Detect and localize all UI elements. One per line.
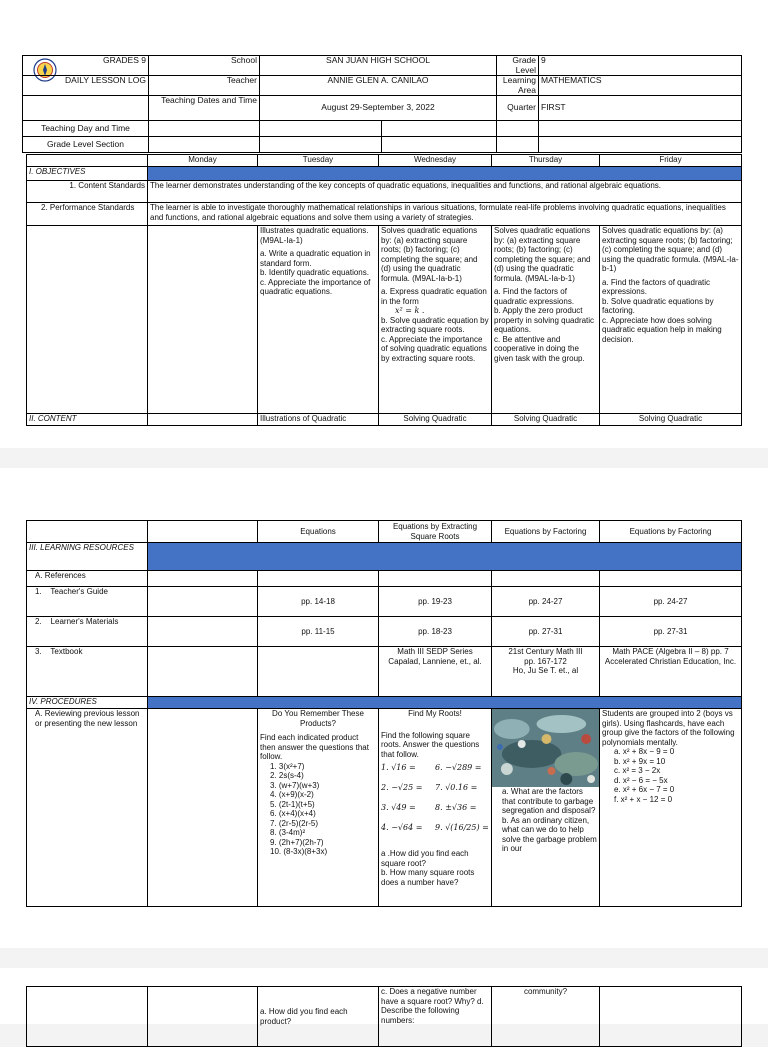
- objective-item: a. Find the factors of quadratic expressions.: [494, 287, 575, 306]
- list-item: a. x² + 8x − 9 = 0: [614, 747, 675, 756]
- root-expr: −√64 =: [391, 823, 423, 832]
- textbook-row-label: [27, 647, 148, 697]
- lm-pages-friday: pp. 27-31: [600, 617, 742, 647]
- wednesday-review-instructions: Find the following square roots. Answer the questions that follow.: [381, 730, 480, 759]
- objective-item: b. Apply the zero product property in solving quadratic equations.: [494, 306, 595, 334]
- root-num: 8.: [435, 803, 443, 812]
- friday-review-intro: Students are grouped into 2 (boys vs girls). Using flashcards, have each group give the factors of the following polynomials mentally.: [602, 709, 735, 747]
- question-item: a. What are the factors that contribute to garbage segregation and disposal?: [502, 787, 596, 815]
- list-item: 1. 3(x²+7): [270, 761, 305, 771]
- root-num: 2.: [381, 783, 389, 792]
- content-tuesday: Illustrations of Quadratic: [258, 414, 379, 426]
- content-friday: Solving Quadratic: [600, 414, 742, 426]
- day-tuesday: Tuesday: [258, 155, 379, 167]
- day-monday: Monday: [148, 155, 258, 167]
- teachers-guide-row-label: [27, 587, 148, 617]
- list-item: 5. (2t-1)(t+5): [270, 799, 315, 809]
- teachers-guide-label: Teacher's Guide: [50, 587, 108, 596]
- garbage-photo: [492, 709, 599, 787]
- learning-area-value: MATHEMATICS: [539, 76, 742, 96]
- tg-pages-thursday: pp. 24-27: [492, 587, 600, 617]
- objective-item: b. Identify quadratic equations.: [260, 268, 369, 277]
- list-item: c. x² = 3 − 2x: [614, 766, 661, 775]
- root-num: 6.: [435, 763, 443, 772]
- learners-materials-label: Learner's Materials: [50, 617, 119, 626]
- monday-objectives: [148, 226, 258, 414]
- wednesday-review: [379, 709, 492, 907]
- root-expr: √(16/25) =: [445, 823, 489, 832]
- list-item: d. x² − 6 = − 5x: [614, 775, 668, 785]
- day-time-label: Teaching Day and Time: [23, 121, 149, 137]
- page-1: [0, 0, 768, 448]
- page-2: [0, 468, 768, 948]
- list-item: 2. 2s(s-4): [270, 771, 304, 780]
- blank-cell: [23, 96, 149, 121]
- lm-pages-thursday: pp. 27-31: [492, 617, 600, 647]
- thursday-review: [492, 709, 600, 907]
- learning-resources-heading: III. LEARNING RESOURCES: [27, 543, 148, 571]
- roots-grid: [381, 763, 489, 845]
- friday-intro: Solves quadratic equations by: (a) extracting square roots; (b) factoring; (c) completing the square; and (d) using the quadratic formula. (M9AL-Ia-b-1): [602, 226, 739, 273]
- root-expr: −√25 =: [391, 783, 423, 792]
- content-cont-friday: Equations by Factoring: [600, 521, 742, 543]
- procedures-cont-table: [26, 986, 742, 1047]
- page-3: [0, 968, 768, 1024]
- day-friday: Friday: [600, 155, 742, 167]
- question-item: a. How did you find each product?: [260, 1007, 348, 1026]
- root-expr: √16 =: [391, 763, 416, 772]
- objective-item: c. Appreciate the importance of quadratic equations.: [260, 277, 371, 296]
- list-item: 4. (x+9)(x-2): [270, 790, 314, 799]
- procedures-band: [148, 697, 742, 709]
- polynomial-list: [602, 747, 739, 804]
- product-list: [260, 762, 376, 857]
- thursday-cont: community?: [492, 987, 600, 1047]
- tuesday-review-title: Do You Remember These Products?: [272, 709, 364, 728]
- tg-pages-friday: pp. 24-27: [600, 587, 742, 617]
- resources-table: [26, 520, 742, 907]
- performance-text: The learner is able to investigate thoroughly mathematical relationships in various situations, formulate real-life problems involving quadratic equations, inequalities and functions, and rational algebraic equations and solve them using a variety of strategies.: [148, 203, 742, 226]
- objective-item: b. Solve quadratic equations by factoring.: [602, 296, 714, 315]
- question-item: b. As an ordinary citizen, what can we do to help solve the garbage problem in our: [502, 815, 597, 853]
- objective-item: a. Find the factors of quadratic expressions.: [602, 277, 711, 296]
- section-label: Grade Level Section: [23, 137, 149, 153]
- friday-objectives: [600, 226, 742, 414]
- list-item: 3. (w+7)(w+3): [270, 780, 320, 790]
- root-num: 9.: [435, 823, 443, 832]
- objective-item: c. Be attentive and cooperative in doing the given task with the group.: [494, 334, 585, 363]
- school-value: SAN JUAN HIGH SCHOOL: [260, 56, 497, 76]
- objectives-heading: I. OBJECTIVES: [27, 167, 148, 181]
- teacher-value: ANNIE GLEN A. CANILAO: [260, 76, 497, 96]
- thursday-objectives: [492, 226, 600, 414]
- content-standards-text: The learner demonstrates understanding of the key concepts of quadratic equations, inequalities and functions, and rational algebraic equations.: [148, 181, 742, 203]
- day-thursday: Thursday: [492, 155, 600, 167]
- grades-label: GRADES 9: [23, 56, 149, 76]
- objective-item: c. Appreciate how does solving quadratic equation help in making decision.: [602, 315, 722, 344]
- root-num: 1.: [381, 763, 389, 772]
- textbook-label: Textbook: [50, 647, 83, 656]
- wednesday-review-title: Find My Roots!: [408, 709, 462, 718]
- tg-pages-wednesday: pp. 19-23: [379, 587, 492, 617]
- teachers-guide-num: 1.: [35, 587, 42, 596]
- textbook-friday: Math PACE (Algebra II – 8) pp. 7 Accelerated Christian Education, Inc.: [600, 647, 742, 697]
- learners-materials-row-label: [27, 617, 148, 647]
- tuesday-objectives: [258, 226, 379, 414]
- content-standards-label: 1. Content Standards: [27, 181, 148, 203]
- tuesday-review: [258, 709, 379, 907]
- list-item: 9. (2h+7)(2h-7): [270, 837, 324, 847]
- thursday-intro: Solves quadratic equations by: (a) extracting square roots; (b) factoring; (c) completing the square; and (d) using the quadratic formula. (M9AL-Ia-b-1): [494, 226, 591, 283]
- content-cont-thursday: Equations by Factoring: [492, 521, 600, 543]
- wednesday-cont: c. Does a negative number have a square root? Why? d. Describe the following numbers:: [379, 987, 492, 1047]
- list-item: b. x² + 9x = 10: [614, 756, 666, 766]
- objective-item: c. Appreciate the importance of solving quadratic equations by extracting square roots.: [381, 334, 487, 363]
- references-label: A. References: [27, 571, 148, 587]
- root-expr: √0.16 =: [445, 783, 478, 792]
- grade-level-label: Grade Level: [497, 56, 539, 76]
- school-label: School: [149, 56, 260, 76]
- quarter-label: Quarter: [497, 96, 539, 121]
- review-label: A. Reviewing previous lesson or presenting the new lesson: [27, 709, 148, 907]
- content-thursday: Solving Quadratic: [492, 414, 600, 426]
- question-item: a .How did you find each square root?: [381, 849, 469, 868]
- root-num: 7.: [435, 783, 443, 792]
- textbook-thu-title: 21st Century Math III: [508, 647, 583, 656]
- wednesday-objectives: [379, 226, 492, 414]
- root-expr: √49 =: [391, 803, 416, 812]
- objectives-table: [26, 154, 742, 426]
- content-heading: II. CONTENT: [27, 414, 148, 426]
- list-item: 10. (8-3x)(8+3x): [270, 847, 328, 856]
- header-table: [22, 55, 742, 153]
- teacher-label: Teacher: [149, 76, 260, 96]
- dates-label: Teaching Dates and Time: [149, 96, 260, 121]
- root-expr: ±√36 =: [445, 803, 477, 812]
- objective-item: a. Express quadratic equation in the form: [381, 287, 487, 306]
- formula: x² = k .: [395, 306, 425, 315]
- procedures-heading: IV. PROCEDURES: [27, 697, 148, 709]
- list-item: e. x² + 6x − 7 = 0: [614, 785, 675, 794]
- log-title: DAILY LESSON LOG: [23, 76, 149, 96]
- learners-materials-num: 2.: [35, 617, 42, 626]
- root-num: 4.: [381, 823, 389, 832]
- content-wednesday: Solving Quadratic: [379, 414, 492, 426]
- objectives-band: [148, 167, 742, 181]
- list-item: f. x² + x − 12 = 0: [614, 794, 673, 804]
- question-item: b. How many square roots does a number have?: [381, 868, 475, 887]
- lm-pages-tuesday: pp. 11-15: [258, 617, 379, 647]
- quarter-value: FIRST: [539, 96, 742, 121]
- performance-label: 2. Performance Standards: [27, 203, 148, 226]
- textbook-thu-pages: pp. 167-172: [524, 656, 567, 666]
- tg-pages-tuesday: pp. 14-18: [258, 587, 379, 617]
- textbook-thursday: [492, 647, 600, 697]
- textbook-wednesday: Math III SEDP Series Capalad, Lanniene, et., al.: [379, 647, 492, 697]
- wednesday-intro: Solves quadratic equations by: (a) extracting square roots; (b) factoring; (c) completing the square; and (d) using the quadratic formula. (M9AL-Ia-b-1): [381, 226, 478, 283]
- content-cont-wednesday: Equations by Extracting Square Roots: [379, 521, 492, 543]
- objective-item: a. Write a quadratic equation in standard form.: [260, 249, 371, 268]
- learning-area-label: Learning Area: [497, 76, 539, 96]
- tuesday-intro: Illustrates quadratic equations. (M9AL-Ia-1): [260, 226, 369, 245]
- list-item: 8. (3-4m)²: [270, 828, 306, 837]
- resources-band: [148, 543, 742, 571]
- lm-pages-wednesday: pp. 18-23: [379, 617, 492, 647]
- friday-review: [600, 709, 742, 907]
- root-num: 3.: [381, 803, 389, 812]
- textbook-thu-authors: Ho, Ju Se T. et., al: [512, 666, 579, 675]
- root-expr: −√289 =: [445, 763, 482, 772]
- list-item: 7. (2r-5)(2r-5): [270, 818, 319, 828]
- dates-value: August 29-September 3, 2022: [260, 96, 497, 121]
- content-cont-tuesday: Equations: [258, 521, 379, 543]
- tuesday-review-instructions: Find each indicated product then answer the questions that follow.: [260, 733, 369, 761]
- textbook-num: 3.: [35, 647, 42, 656]
- tuesday-cont: [258, 987, 379, 1047]
- objective-item: b. Solve quadratic equation by extracting square roots.: [381, 315, 489, 334]
- grade-level-value: 9: [539, 56, 742, 76]
- day-wednesday: Wednesday: [379, 155, 492, 167]
- list-item: 6. (x+4)(x+4): [270, 809, 316, 818]
